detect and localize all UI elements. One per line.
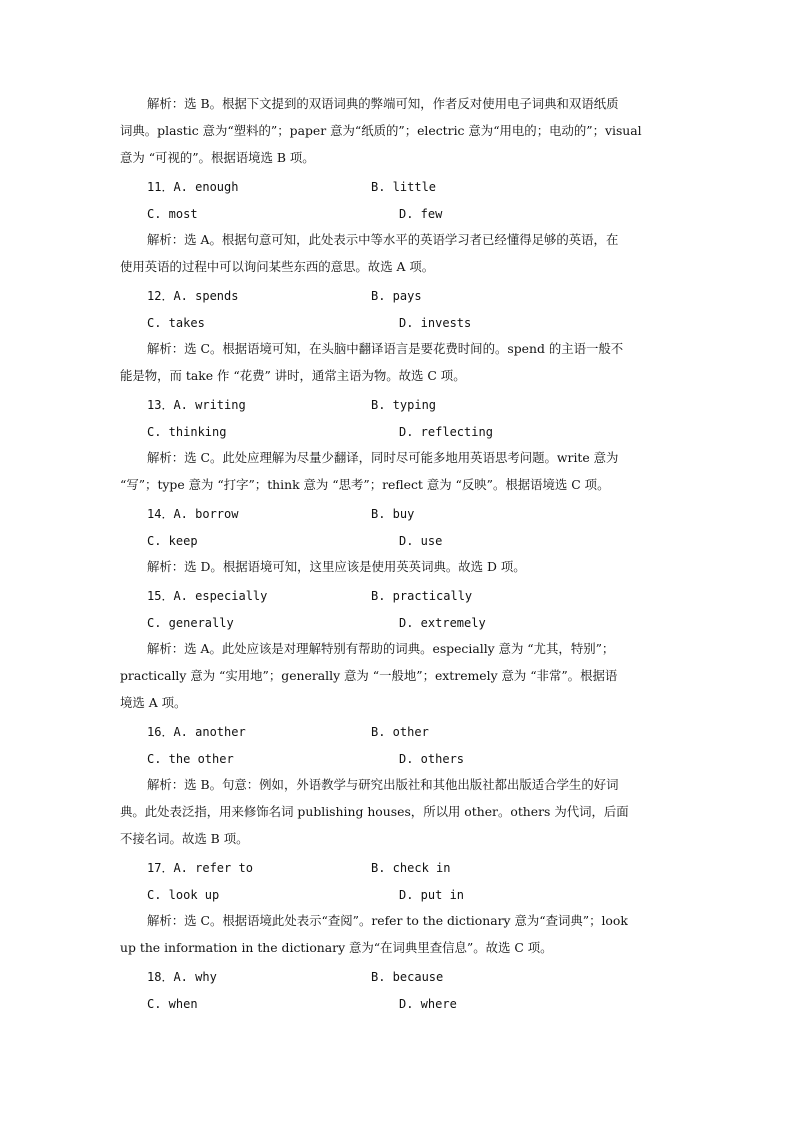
explanation-line: 词典。plastic 意为“塑料的”；paper 意为“纸质的”；electric 意为“用电的；电动的”；visual <box>120 123 642 138</box>
explanation-line: 解析：选 D。根据语境可知，这里应该是使用英英词典。故选 D 项。 <box>147 559 526 574</box>
option-b: B. typing <box>371 398 437 412</box>
option-a: 12．A. spends <box>147 289 239 303</box>
option-a: 13．A. writing <box>147 398 246 412</box>
option-c: C. keep <box>147 534 198 548</box>
explanation-line: practically 意为 “实用地”；generally 意为 “一般地”；extremely 意为 “非常”。根据语 <box>120 668 618 683</box>
option-d: D. invests <box>399 316 472 330</box>
option-b: B. little <box>371 180 437 194</box>
option-a: 16．A. another <box>147 725 246 739</box>
option-c: C. look up <box>147 888 220 902</box>
option-c: C. when <box>147 997 198 1011</box>
explanation-line: 解析：选 C。根据语境此处表示“查阅”。refer to the dictionary 意为“查词典”；look <box>147 913 628 928</box>
option-c: C. thinking <box>147 425 227 439</box>
option-a: 15．A. especially <box>147 589 268 603</box>
explanation-line: 解析：选 C。根据语境可知，在头脑中翻译语言是要花费时间的。spend 的主语一般不 <box>147 341 624 356</box>
explanation-line: 解析：选 B。句意：例如，外语教学与研究出版社和其他出版社都出版适合学生的好词 <box>147 777 619 792</box>
explanation-line: 解析：选 C。此处应理解为尽量少翻译，同时尽可能多地用英语思考问题。write 意为 <box>147 450 619 465</box>
option-c: C. takes <box>147 316 205 330</box>
option-d: D. put in <box>399 888 465 902</box>
explanation-line: 能是物，而 take 作 “花费” 讲时，通常主语为物。故选 C 项。 <box>120 368 466 383</box>
option-b: B. because <box>371 970 444 984</box>
explanation-line: “写”；type 意为 “打字”；think 意为 “思考”；reflect 意为 “反映”。根据语境选 C 项。 <box>120 477 610 492</box>
explanation-line: 解析：选 A。此处应该是对理解特别有帮助的词典。especially 意为 “尤其，特别”； <box>147 641 615 656</box>
option-d: D. few <box>399 207 443 221</box>
explanation-line: 解析：选 A。根据句意可知，此处表示中等水平的英语学习者已经懂得足够的英语，在 <box>147 232 619 247</box>
option-d: D. reflecting <box>399 425 493 439</box>
option-c: C. most <box>147 207 198 221</box>
option-a: 17．A. refer to <box>147 861 253 875</box>
option-a: 14．A. borrow <box>147 507 239 521</box>
explanation-line: 典。此处表泛指，用来修饰名词 publishing houses，所以用 other。others 为代词，后面 <box>120 804 629 819</box>
option-a: 11．A. enough <box>147 180 239 194</box>
option-d: D. use <box>399 534 443 548</box>
option-c: C. generally <box>147 616 234 630</box>
explanation-line: 使用英语的过程中可以询问某些东西的意思。故选 A 项。 <box>120 259 435 274</box>
option-b: B. pays <box>371 289 422 303</box>
option-b: B. buy <box>371 507 415 521</box>
explanation-line: up the information in the dictionary 意为“在词典里查信息”。故选 C 项。 <box>120 940 553 955</box>
option-a: 18．A. why <box>147 970 217 984</box>
explanation-line: 意为 “可视的”。根据语境选 B 项。 <box>120 150 315 165</box>
option-d: D. where <box>399 997 457 1011</box>
option-d: D. extremely <box>399 616 486 630</box>
explanation-line: 不接名词。故选 B 项。 <box>120 831 249 846</box>
option-c: C. the other <box>147 752 234 766</box>
option-b: B. practically <box>371 589 473 603</box>
option-b: B. other <box>371 725 429 739</box>
explanation-line: 境选 A 项。 <box>120 695 187 710</box>
explanation-line: 解析：选 B。根据下文提到的双语词典的弊端可知，作者反对使用电子词典和双语纸质 <box>147 96 619 111</box>
option-b: B. check in <box>371 861 451 875</box>
option-d: D. others <box>399 752 465 766</box>
